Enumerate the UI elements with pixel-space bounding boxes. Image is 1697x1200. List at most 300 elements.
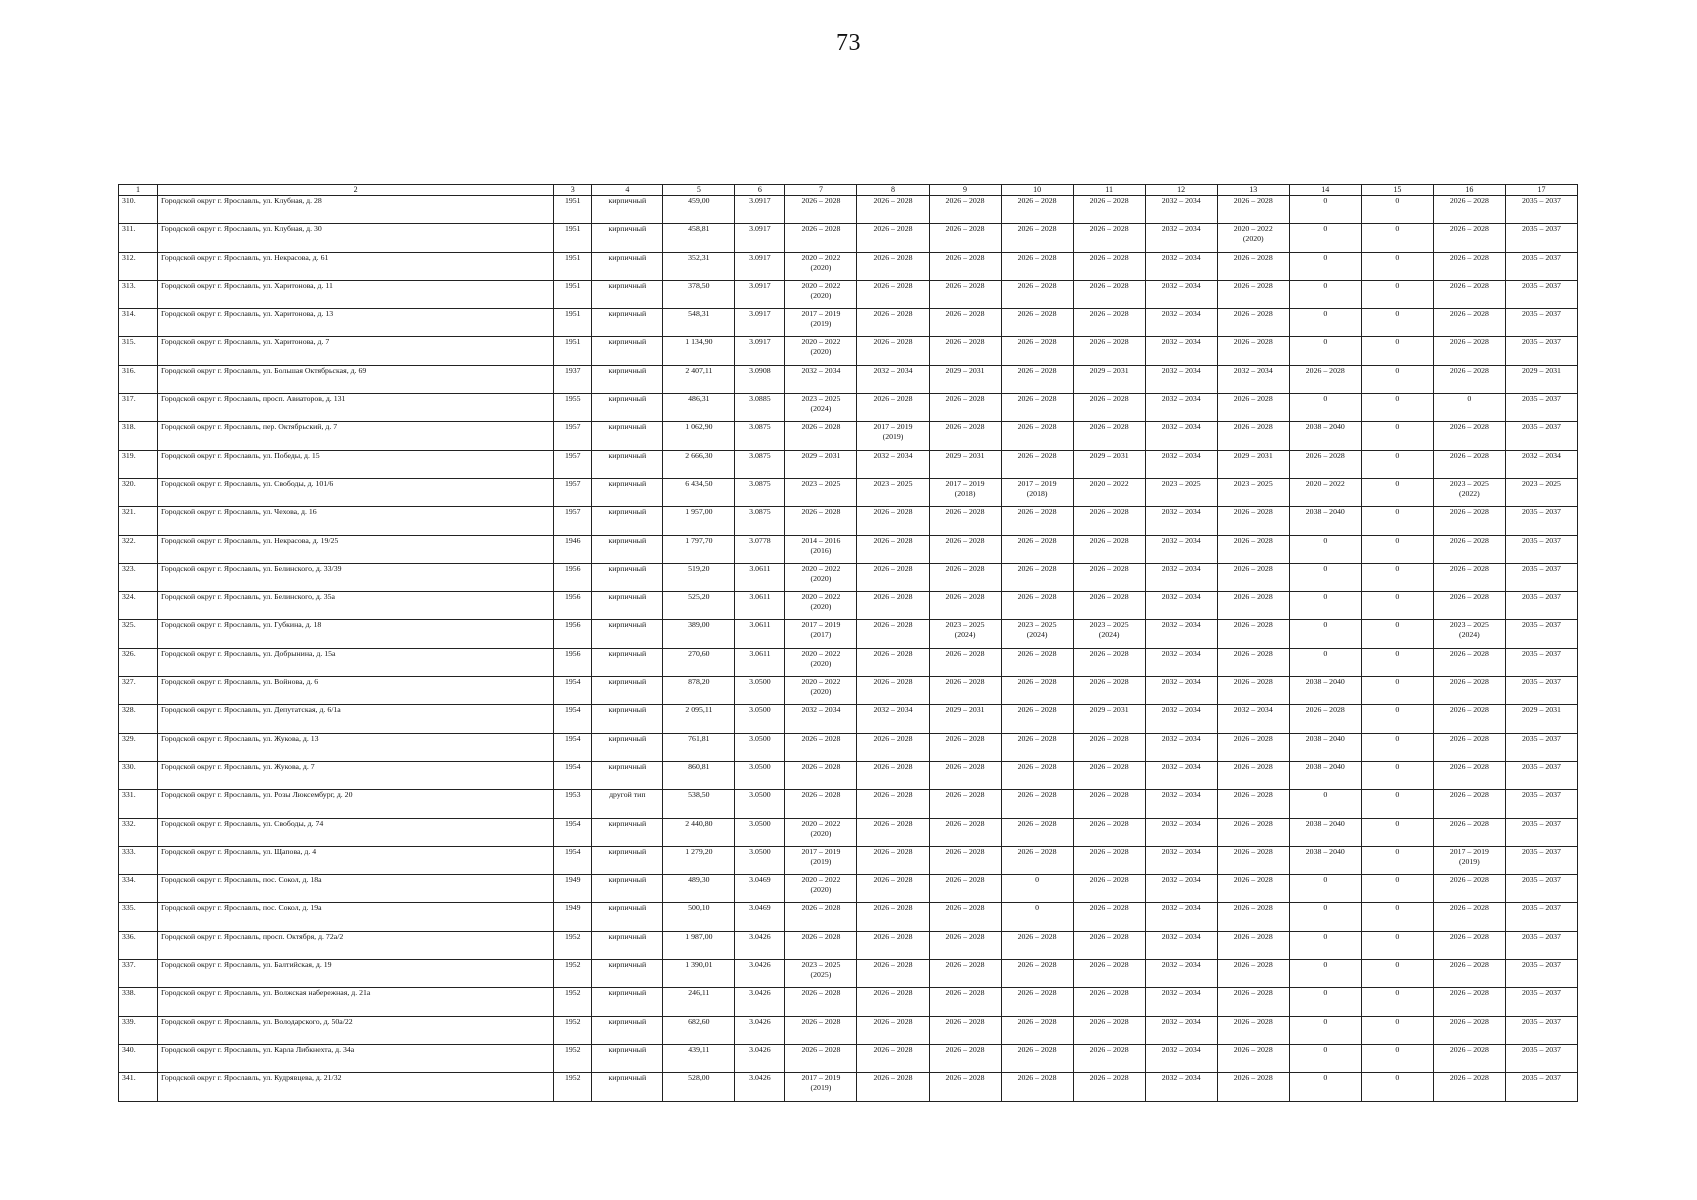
table-cell: 2026 – 2028 [1217, 592, 1289, 620]
column-number-12: 12 [1145, 185, 1217, 196]
table-cell: 2026 – 2028 [1073, 903, 1145, 931]
table-cell: 3.0917 [735, 309, 785, 337]
table-cell: 1951 [554, 280, 592, 308]
table-cell: 1949 [554, 903, 592, 931]
address-cell: Городской округ г. Ярославль, пос. Сокол, д. 18а [158, 875, 554, 903]
table-cell: 2026 – 2028 [785, 903, 857, 931]
table-cell: 2026 – 2028 [1001, 988, 1073, 1016]
table-cell: кирпичный [592, 252, 663, 280]
table-cell: 2026 – 2028 [785, 790, 857, 818]
table-cell: кирпичный [592, 875, 663, 903]
table-cell: 2026 – 2028 [929, 903, 1001, 931]
table-cell: 0 [1289, 988, 1361, 1016]
table-cell: 2026 – 2028 [1073, 394, 1145, 422]
table-cell: 2026 – 2028 [1073, 790, 1145, 818]
table-cell: кирпичный [592, 931, 663, 959]
table-cell: 2026 – 2028 [929, 761, 1001, 789]
row-number-cell: 319. [119, 450, 158, 478]
table-cell: 548,31 [663, 309, 735, 337]
table-cell: 2026 – 2028 [857, 620, 929, 648]
table-cell: 860,81 [663, 761, 735, 789]
table-cell: 2032 – 2034 [1145, 875, 1217, 903]
table-row [119, 903, 1578, 931]
row-number-cell: 331. [119, 790, 158, 818]
table-cell: кирпичный [592, 988, 663, 1016]
row-number-cell: 330. [119, 761, 158, 789]
table-cell: 3.0426 [735, 1073, 785, 1101]
table-cell: 2026 – 2028 [857, 960, 929, 988]
table-cell: 2032 – 2034 [1145, 733, 1217, 761]
table-cell: 1951 [554, 337, 592, 365]
table-cell: 2026 – 2028 [1433, 903, 1505, 931]
row-number-cell: 333. [119, 846, 158, 874]
table-cell: 2026 – 2028 [1217, 931, 1289, 959]
table-row [119, 677, 1578, 705]
table-cell: 3.0917 [735, 280, 785, 308]
table-cell: 2032 – 2034 [1145, 563, 1217, 591]
table-cell: 2026 – 2028 [929, 309, 1001, 337]
table-cell: 2023 – 2025 (2022) [1433, 478, 1505, 506]
table-cell: 2026 – 2028 [1217, 337, 1289, 365]
table-cell: 3.0611 [735, 620, 785, 648]
table-cell: 2026 – 2028 [1073, 761, 1145, 789]
table-cell: 2020 – 2022 (2020) [785, 280, 857, 308]
table-cell: 2026 – 2028 [1073, 648, 1145, 676]
row-number-cell: 324. [119, 592, 158, 620]
table-cell: 2035 – 2037 [1505, 535, 1577, 563]
data-table-wrapper [118, 184, 1578, 1102]
table-cell: 2026 – 2028 [1073, 563, 1145, 591]
table-cell: 2017 – 2019 (2019) [785, 846, 857, 874]
table-cell: 378,50 [663, 280, 735, 308]
table-row [119, 818, 1578, 846]
table-cell: 2026 – 2028 [1433, 563, 1505, 591]
table-cell: 2026 – 2028 [1001, 309, 1073, 337]
table-cell: 2026 – 2028 [1217, 1044, 1289, 1072]
table-cell: 2035 – 2037 [1505, 224, 1577, 252]
row-number-cell: 316. [119, 365, 158, 393]
table-cell: 2026 – 2028 [929, 1044, 1001, 1072]
table-cell: 2035 – 2037 [1505, 761, 1577, 789]
table-cell: кирпичный [592, 1044, 663, 1072]
row-number-cell: 315. [119, 337, 158, 365]
table-cell: 2026 – 2028 [785, 761, 857, 789]
table-row [119, 280, 1578, 308]
table-cell: 0 [1361, 224, 1433, 252]
table-cell: 0 [1289, 620, 1361, 648]
table-row [119, 931, 1578, 959]
table-cell: кирпичный [592, 365, 663, 393]
table-cell: 2026 – 2028 [1001, 1073, 1073, 1101]
table-row [119, 394, 1578, 422]
column-number-13: 13 [1217, 185, 1289, 196]
table-cell: 2026 – 2028 [1001, 422, 1073, 450]
table-cell: 2035 – 2037 [1505, 309, 1577, 337]
table-row [119, 224, 1578, 252]
table-cell: 1952 [554, 960, 592, 988]
column-number-5: 5 [663, 185, 735, 196]
table-cell: 2032 – 2034 [1145, 592, 1217, 620]
column-number-4: 4 [592, 185, 663, 196]
address-cell: Городской округ г. Ярославль, ул. Победы, д. 15 [158, 450, 554, 478]
table-cell: 2026 – 2028 [929, 422, 1001, 450]
table-cell: 2026 – 2028 [1217, 394, 1289, 422]
table-cell: 2035 – 2037 [1505, 818, 1577, 846]
table-cell: 2026 – 2028 [929, 960, 1001, 988]
table-cell: 2035 – 2037 [1505, 1044, 1577, 1072]
table-cell: 2032 – 2034 [1145, 224, 1217, 252]
table-cell: 2026 – 2028 [1433, 733, 1505, 761]
table-cell: 2026 – 2028 [1433, 1016, 1505, 1044]
table-row [119, 1073, 1578, 1101]
table-cell: 2026 – 2028 [929, 196, 1001, 224]
table-cell: 3.0908 [735, 365, 785, 393]
table-cell: 2026 – 2028 [1217, 563, 1289, 591]
table-cell: 2026 – 2028 [929, 592, 1001, 620]
table-cell: 528,00 [663, 1073, 735, 1101]
table-cell: 2032 – 2034 [785, 705, 857, 733]
table-cell: 2026 – 2028 [1001, 931, 1073, 959]
table-cell: другой тип [592, 790, 663, 818]
table-cell: 2017 – 2019 (2019) [857, 422, 929, 450]
table-cell: 2026 – 2028 [1001, 761, 1073, 789]
table-cell: 3.0500 [735, 677, 785, 705]
table-cell: 2026 – 2028 [857, 903, 929, 931]
table-cell: 2032 – 2034 [1145, 818, 1217, 846]
table-cell: 2026 – 2028 [857, 563, 929, 591]
table-cell: 2026 – 2028 [1217, 280, 1289, 308]
table-cell: 2032 – 2034 [857, 450, 929, 478]
table-cell: 0 [1361, 903, 1433, 931]
table-cell: кирпичный [592, 450, 663, 478]
table-cell: 1952 [554, 988, 592, 1016]
table-cell: 2038 – 2040 [1289, 422, 1361, 450]
table-cell: кирпичный [592, 677, 663, 705]
table-cell: 1951 [554, 196, 592, 224]
table-cell: 2026 – 2028 [1433, 988, 1505, 1016]
table-cell: 2020 – 2022 (2020) [785, 563, 857, 591]
table-cell: 0 [1361, 931, 1433, 959]
address-cell: Городской округ г. Ярославль, ул. Некрасова, д. 19/25 [158, 535, 554, 563]
table-cell: 2026 – 2028 [1073, 507, 1145, 535]
table-row [119, 422, 1578, 450]
row-number-cell: 311. [119, 224, 158, 252]
address-cell: Городской округ г. Ярославль, ул. Карла Либкнехта, д. 34а [158, 1044, 554, 1072]
column-number-2: 2 [158, 185, 554, 196]
table-row [119, 620, 1578, 648]
table-cell: 500,10 [663, 903, 735, 931]
table-cell: 2032 – 2034 [857, 365, 929, 393]
table-cell: 2020 – 2022 (2020) [785, 818, 857, 846]
table-cell: кирпичный [592, 422, 663, 450]
address-cell: Городской округ г. Ярославль, ул. Кудрявцева, д. 21/32 [158, 1073, 554, 1101]
column-number-row [119, 185, 1578, 196]
table-cell: 0 [1361, 252, 1433, 280]
table-cell: 2026 – 2028 [1433, 818, 1505, 846]
table-cell: 2026 – 2028 [1073, 280, 1145, 308]
table-cell: 2026 – 2028 [1073, 1016, 1145, 1044]
table-cell: 459,00 [663, 196, 735, 224]
table-cell: 2026 – 2028 [1001, 677, 1073, 705]
table-cell: 2026 – 2028 [929, 280, 1001, 308]
table-body [119, 196, 1578, 1102]
table-cell: 2029 – 2031 [929, 705, 1001, 733]
table-cell: 1 279,20 [663, 846, 735, 874]
table-cell: 2026 – 2028 [857, 592, 929, 620]
table-cell: 2026 – 2028 [1073, 960, 1145, 988]
address-cell: Городской округ г. Ярославль, ул. Войнова, д. 6 [158, 677, 554, 705]
table-cell: 2020 – 2022 (2020) [785, 592, 857, 620]
address-cell: Городской округ г. Ярославль, пер. Октябрьский, д. 7 [158, 422, 554, 450]
table-cell: 2026 – 2028 [1073, 733, 1145, 761]
row-number-cell: 313. [119, 280, 158, 308]
table-cell: 2026 – 2028 [1217, 1016, 1289, 1044]
table-row [119, 733, 1578, 761]
table-cell: 2026 – 2028 [1433, 280, 1505, 308]
table-cell: 2017 – 2019 (2018) [1001, 478, 1073, 506]
table-cell: 2032 – 2034 [785, 365, 857, 393]
table-cell: 2032 – 2034 [1145, 535, 1217, 563]
table-cell: 3.0875 [735, 478, 785, 506]
table-cell: 2035 – 2037 [1505, 733, 1577, 761]
column-number-17: 17 [1505, 185, 1577, 196]
table-cell: 3.0875 [735, 422, 785, 450]
address-cell: Городской округ г. Ярославль, ул. Клубная, д. 30 [158, 224, 554, 252]
table-cell: 1957 [554, 450, 592, 478]
table-cell: 2038 – 2040 [1289, 507, 1361, 535]
table-cell: 2026 – 2028 [1073, 592, 1145, 620]
table-cell: 2026 – 2028 [1001, 224, 1073, 252]
table-cell: 1957 [554, 422, 592, 450]
address-cell: Городской округ г. Ярославль, ул. Харитонова, д. 11 [158, 280, 554, 308]
table-cell: кирпичный [592, 337, 663, 365]
row-number-cell: 326. [119, 648, 158, 676]
table-cell: 0 [1289, 337, 1361, 365]
table-row [119, 337, 1578, 365]
table-cell: 1952 [554, 931, 592, 959]
table-cell: 2026 – 2028 [857, 1044, 929, 1072]
row-number-cell: 328. [119, 705, 158, 733]
table-cell: 2026 – 2028 [1001, 648, 1073, 676]
table-cell: кирпичный [592, 394, 663, 422]
table-cell: 0 [1361, 677, 1433, 705]
table-row [119, 252, 1578, 280]
table-cell: 2026 – 2028 [1001, 337, 1073, 365]
table-cell: 439,11 [663, 1044, 735, 1072]
table-cell: 1957 [554, 478, 592, 506]
table-cell: 2035 – 2037 [1505, 422, 1577, 450]
table-cell: 2032 – 2034 [1145, 620, 1217, 648]
column-number-9: 9 [929, 185, 1001, 196]
table-cell: 1951 [554, 252, 592, 280]
table-cell: 2035 – 2037 [1505, 648, 1577, 676]
table-cell: 2035 – 2037 [1505, 1073, 1577, 1101]
address-cell: Городской округ г. Ярославль, ул. Клубная, д. 28 [158, 196, 554, 224]
table-cell: 2026 – 2028 [929, 224, 1001, 252]
table-cell: кирпичный [592, 196, 663, 224]
table-cell: 2032 – 2034 [1145, 988, 1217, 1016]
table-cell: 3.0500 [735, 846, 785, 874]
table-cell: 2038 – 2040 [1289, 733, 1361, 761]
table-cell: кирпичный [592, 309, 663, 337]
row-number-cell: 325. [119, 620, 158, 648]
table-cell: 2035 – 2037 [1505, 988, 1577, 1016]
table-cell: 2020 – 2022 (2020) [785, 875, 857, 903]
table-cell: кирпичный [592, 648, 663, 676]
table-cell: 0 [1361, 394, 1433, 422]
table-cell: 1956 [554, 648, 592, 676]
table-cell: 2026 – 2028 [929, 252, 1001, 280]
table-cell: 0 [1361, 422, 1433, 450]
table-row [119, 478, 1578, 506]
table-cell: кирпичный [592, 1073, 663, 1101]
table-cell: кирпичный [592, 563, 663, 591]
table-cell: 1949 [554, 875, 592, 903]
table-cell: 0 [1361, 592, 1433, 620]
table-cell: 2026 – 2028 [929, 931, 1001, 959]
table-cell: 2026 – 2028 [1073, 1044, 1145, 1072]
table-cell: 2026 – 2028 [857, 733, 929, 761]
table-cell: 2026 – 2028 [857, 1073, 929, 1101]
column-number-10: 10 [1001, 185, 1073, 196]
address-cell: Городской округ г. Ярославль, ул. Свободы, д. 74 [158, 818, 554, 846]
table-cell: 2035 – 2037 [1505, 846, 1577, 874]
table-cell: 2026 – 2028 [1217, 196, 1289, 224]
table-cell: 2017 – 2019 (2019) [1433, 846, 1505, 874]
address-cell: Городской округ г. Ярославль, ул. Губкина, д. 18 [158, 620, 554, 648]
table-row [119, 705, 1578, 733]
table-cell: 2026 – 2028 [1217, 648, 1289, 676]
table-cell: 3.0778 [735, 535, 785, 563]
table-cell: 486,31 [663, 394, 735, 422]
table-cell: 2026 – 2028 [1073, 252, 1145, 280]
table-cell: 3.0875 [735, 450, 785, 478]
table-cell: 1951 [554, 309, 592, 337]
table-cell: 2026 – 2028 [1073, 309, 1145, 337]
row-number-cell: 323. [119, 563, 158, 591]
column-number-16: 16 [1433, 185, 1505, 196]
table-cell: 2026 – 2028 [929, 846, 1001, 874]
table-cell: 519,20 [663, 563, 735, 591]
table-cell: 2026 – 2028 [1001, 960, 1073, 988]
row-number-cell: 310. [119, 196, 158, 224]
address-cell: Городской округ г. Ярославль, просп. Авиаторов, д. 131 [158, 394, 554, 422]
table-cell: 2023 – 2025 [1505, 478, 1577, 506]
address-cell: Городской округ г. Ярославль, ул. Белинского, д. 33/39 [158, 563, 554, 591]
table-cell: 2032 – 2034 [1145, 507, 1217, 535]
table-cell: 2 666,30 [663, 450, 735, 478]
table-cell: 3.0611 [735, 648, 785, 676]
table-row [119, 535, 1578, 563]
table-cell: 0 [1289, 960, 1361, 988]
table-cell: 2026 – 2028 [857, 677, 929, 705]
table-cell: 2032 – 2034 [1145, 1044, 1217, 1072]
table-cell: 2026 – 2028 [1433, 761, 1505, 789]
table-cell: 3.0500 [735, 790, 785, 818]
column-number-7: 7 [785, 185, 857, 196]
table-cell: 2035 – 2037 [1505, 394, 1577, 422]
table-cell: 2026 – 2028 [1433, 1073, 1505, 1101]
address-cell: Городской округ г. Ярославль, ул. Добрынина, д. 15а [158, 648, 554, 676]
table-cell: кирпичный [592, 1016, 663, 1044]
table-cell: 1954 [554, 846, 592, 874]
table-cell: 2026 – 2028 [857, 761, 929, 789]
table-cell: 1956 [554, 563, 592, 591]
table-cell: 2032 – 2034 [1145, 677, 1217, 705]
table-cell: 2023 – 2025 (2024) [785, 394, 857, 422]
table-cell: 2026 – 2028 [929, 648, 1001, 676]
table-row [119, 365, 1578, 393]
table-cell: кирпичный [592, 280, 663, 308]
address-cell: Городской округ г. Ярославль, ул. Володарского, д. 50а/22 [158, 1016, 554, 1044]
table-cell: 2026 – 2028 [1433, 790, 1505, 818]
table-cell: 2026 – 2028 [857, 196, 929, 224]
address-cell: Городской округ г. Ярославль, ул. Некрасова, д. 61 [158, 252, 554, 280]
table-cell: 3.0917 [735, 196, 785, 224]
table-cell: 2026 – 2028 [929, 337, 1001, 365]
row-number-cell: 337. [119, 960, 158, 988]
table-cell: 2026 – 2028 [857, 309, 929, 337]
table-cell: 2026 – 2028 [1073, 931, 1145, 959]
table-row [119, 846, 1578, 874]
row-number-cell: 327. [119, 677, 158, 705]
table-cell: 2026 – 2028 [1217, 846, 1289, 874]
table-cell: 1952 [554, 1044, 592, 1072]
column-number-8: 8 [857, 185, 929, 196]
table-cell: 2026 – 2028 [929, 875, 1001, 903]
column-number-6: 6 [735, 185, 785, 196]
table-cell: 2026 – 2028 [1217, 507, 1289, 535]
table-cell: 2026 – 2028 [1433, 422, 1505, 450]
table-cell: 2026 – 2028 [1217, 535, 1289, 563]
table-cell: 2026 – 2028 [1001, 365, 1073, 393]
table-cell: 2026 – 2028 [1217, 422, 1289, 450]
row-number-cell: 341. [119, 1073, 158, 1101]
table-cell: 2032 – 2034 [1145, 705, 1217, 733]
table-cell: 2029 – 2031 [1505, 705, 1577, 733]
table-cell: 2014 – 2016 (2016) [785, 535, 857, 563]
table-cell: 2026 – 2028 [1217, 960, 1289, 988]
table-cell: 2026 – 2028 [857, 818, 929, 846]
table-cell: 2026 – 2028 [1001, 1044, 1073, 1072]
table-cell: 2026 – 2028 [1217, 790, 1289, 818]
table-cell: 2035 – 2037 [1505, 280, 1577, 308]
table-cell: 1954 [554, 677, 592, 705]
table-cell: 2026 – 2028 [1001, 394, 1073, 422]
table-cell: 3.0875 [735, 507, 785, 535]
table-cell: 2026 – 2028 [857, 931, 929, 959]
row-number-cell: 317. [119, 394, 158, 422]
table-cell: кирпичный [592, 224, 663, 252]
table-cell: кирпичный [592, 960, 663, 988]
table-cell: 0 [1289, 196, 1361, 224]
table-cell: 1 390,01 [663, 960, 735, 988]
table-cell: кирпичный [592, 620, 663, 648]
table-cell: 2026 – 2028 [857, 790, 929, 818]
table-cell: 2023 – 2025 (2024) [1433, 620, 1505, 648]
table-cell: 2026 – 2028 [857, 280, 929, 308]
table-cell: 2026 – 2028 [929, 1073, 1001, 1101]
table-cell: 0 [1361, 648, 1433, 676]
table-cell: 2026 – 2028 [1433, 677, 1505, 705]
table-cell: 2032 – 2034 [1217, 365, 1289, 393]
table-cell: кирпичный [592, 592, 663, 620]
table-cell: 2026 – 2028 [1217, 1073, 1289, 1101]
table-cell: 0 [1361, 705, 1433, 733]
table-cell: 2032 – 2034 [1145, 1016, 1217, 1044]
table-cell: 2026 – 2028 [1433, 705, 1505, 733]
table-cell: 2023 – 2025 [1145, 478, 1217, 506]
